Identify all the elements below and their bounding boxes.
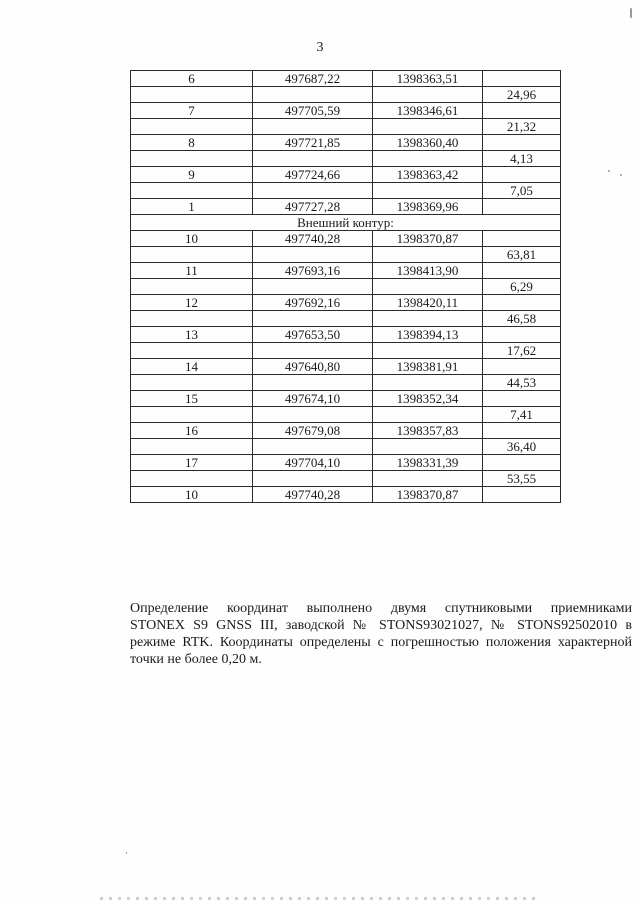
- x-coordinate-cell: 497704,10: [253, 455, 373, 471]
- coordinates-table-body: [131, 71, 561, 503]
- empty-cell: [483, 103, 561, 119]
- empty-cell: [253, 247, 373, 263]
- empty-cell: [253, 343, 373, 359]
- empty-cell: [483, 327, 561, 343]
- segment-length-row: [131, 407, 561, 423]
- x-coordinate-cell: 497653,50: [253, 327, 373, 343]
- scan-speck: [630, 8, 632, 18]
- empty-cell: [483, 487, 561, 503]
- empty-cell: [253, 183, 373, 199]
- empty-cell: [373, 407, 483, 423]
- empty-cell: [373, 247, 483, 263]
- empty-cell: [131, 151, 253, 167]
- empty-cell: [483, 391, 561, 407]
- point-number-cell: 10: [131, 231, 253, 247]
- empty-cell: [373, 439, 483, 455]
- empty-cell: [253, 151, 373, 167]
- x-coordinate-cell: 497740,28: [253, 487, 373, 503]
- y-coordinate-cell: 1398363,42: [373, 167, 483, 183]
- point-number-cell: 14: [131, 359, 253, 375]
- y-coordinate-cell: 1398369,96: [373, 199, 483, 215]
- segment-length-cell: 4,13: [483, 151, 561, 167]
- point-number-cell: 15: [131, 391, 253, 407]
- point-number-cell: 12: [131, 295, 253, 311]
- paragraph-line: STONEX S9 GNSS III, заводской № STONS93021027, № STONS92502010 в: [130, 618, 632, 633]
- x-coordinate-cell: 497727,28: [253, 199, 373, 215]
- point-row: [131, 135, 561, 151]
- point-row: [131, 487, 561, 503]
- point-row: [131, 263, 561, 279]
- point-number-cell: 13: [131, 327, 253, 343]
- point-row: [131, 455, 561, 471]
- empty-cell: [373, 343, 483, 359]
- x-coordinate-cell: 497705,59: [253, 103, 373, 119]
- empty-cell: [483, 295, 561, 311]
- segment-length-cell: 7,05: [483, 183, 561, 199]
- empty-cell: [483, 359, 561, 375]
- segment-length-cell: 24,96: [483, 87, 561, 103]
- segment-length-row: [131, 311, 561, 327]
- segment-length-cell: 6,29: [483, 279, 561, 295]
- empty-cell: [373, 311, 483, 327]
- x-coordinate-cell: 497724,66: [253, 167, 373, 183]
- point-number-cell: 8: [131, 135, 253, 151]
- point-row: [131, 71, 561, 87]
- y-coordinate-cell: 1398370,87: [373, 231, 483, 247]
- empty-cell: [253, 471, 373, 487]
- paragraph-line: Определение координат выполнено двумя спутниковыми приемниками: [130, 601, 632, 616]
- empty-cell: [131, 247, 253, 263]
- empty-cell: [483, 455, 561, 471]
- empty-cell: [253, 87, 373, 103]
- empty-cell: [131, 87, 253, 103]
- segment-length-cell: 63,81: [483, 247, 561, 263]
- empty-cell: [483, 231, 561, 247]
- empty-cell: [131, 471, 253, 487]
- empty-cell: [253, 119, 373, 135]
- empty-cell: [131, 119, 253, 135]
- y-coordinate-cell: 1398413,90: [373, 263, 483, 279]
- y-coordinate-cell: 1398420,11: [373, 295, 483, 311]
- segment-length-row: [131, 375, 561, 391]
- y-coordinate-cell: 1398394,13: [373, 327, 483, 343]
- point-row: [131, 391, 561, 407]
- scan-speck: [620, 174, 622, 176]
- point-row: [131, 103, 561, 119]
- segment-length-cell: 53,55: [483, 471, 561, 487]
- coordinates-table: [130, 70, 561, 503]
- segment-length-row: [131, 151, 561, 167]
- scan-edge-noise: [100, 897, 540, 900]
- segment-length-cell: 7,41: [483, 407, 561, 423]
- segment-length-row: [131, 279, 561, 295]
- segment-length-row: [131, 439, 561, 455]
- empty-cell: [131, 439, 253, 455]
- point-row: [131, 359, 561, 375]
- empty-cell: [483, 263, 561, 279]
- segment-length-cell: 17,62: [483, 343, 561, 359]
- empty-cell: [483, 135, 561, 151]
- empty-cell: [131, 311, 253, 327]
- point-row: [131, 423, 561, 439]
- scan-speck: [608, 170, 610, 172]
- x-coordinate-cell: 497687,22: [253, 71, 373, 87]
- point-number-cell: 17: [131, 455, 253, 471]
- empty-cell: [483, 71, 561, 87]
- empty-cell: [483, 423, 561, 439]
- point-number-cell: 9: [131, 167, 253, 183]
- segment-length-cell: 44,53: [483, 375, 561, 391]
- point-number-cell: 6: [131, 71, 253, 87]
- segment-length-row: [131, 471, 561, 487]
- empty-cell: [373, 151, 483, 167]
- segment-length-row: [131, 119, 561, 135]
- empty-cell: [253, 407, 373, 423]
- empty-cell: [131, 183, 253, 199]
- segment-length-cell: 36,40: [483, 439, 561, 455]
- point-row: [131, 167, 561, 183]
- empty-cell: [253, 279, 373, 295]
- x-coordinate-cell: 497692,16: [253, 295, 373, 311]
- x-coordinate-cell: 497674,10: [253, 391, 373, 407]
- empty-cell: [483, 167, 561, 183]
- empty-cell: [131, 407, 253, 423]
- empty-cell: [131, 279, 253, 295]
- y-coordinate-cell: 1398357,83: [373, 423, 483, 439]
- x-coordinate-cell: 497740,28: [253, 231, 373, 247]
- point-number-cell: 1: [131, 199, 253, 215]
- y-coordinate-cell: 1398360,40: [373, 135, 483, 151]
- scan-speck: [126, 852, 127, 854]
- empty-cell: [253, 311, 373, 327]
- x-coordinate-cell: 497693,16: [253, 263, 373, 279]
- segment-length-row: [131, 183, 561, 199]
- empty-cell: [131, 375, 253, 391]
- point-number-cell: 10: [131, 487, 253, 503]
- y-coordinate-cell: 1398363,51: [373, 71, 483, 87]
- segment-length-row: [131, 247, 561, 263]
- x-coordinate-cell: 497640,80: [253, 359, 373, 375]
- empty-cell: [483, 199, 561, 215]
- empty-cell: [373, 471, 483, 487]
- y-coordinate-cell: 1398331,39: [373, 455, 483, 471]
- page-number: 3: [316, 40, 324, 55]
- point-row: [131, 295, 561, 311]
- empty-cell: [373, 87, 483, 103]
- x-coordinate-cell: 497679,08: [253, 423, 373, 439]
- point-number-cell: 11: [131, 263, 253, 279]
- point-row: [131, 231, 561, 247]
- segment-length-cell: 21,32: [483, 119, 561, 135]
- y-coordinate-cell: 1398381,91: [373, 359, 483, 375]
- point-number-cell: 7: [131, 103, 253, 119]
- y-coordinate-cell: 1398370,87: [373, 487, 483, 503]
- empty-cell: [373, 375, 483, 391]
- segment-length-row: [131, 87, 561, 103]
- point-number-cell: 16: [131, 423, 253, 439]
- empty-cell: [131, 343, 253, 359]
- empty-cell: [373, 119, 483, 135]
- segment-length-cell: 46,58: [483, 311, 561, 327]
- x-coordinate-cell: 497721,85: [253, 135, 373, 151]
- y-coordinate-cell: 1398346,61: [373, 103, 483, 119]
- point-row: [131, 327, 561, 343]
- empty-cell: [253, 439, 373, 455]
- section-header-row: [131, 215, 561, 231]
- paragraph-line: точки не более 0,20 м.: [130, 652, 262, 667]
- paragraph-line: режиме RTK. Координаты определены с погрешностью положения характерной: [130, 635, 632, 650]
- section-label: Внешний контур:: [131, 215, 561, 231]
- point-row: [131, 199, 561, 215]
- empty-cell: [253, 375, 373, 391]
- survey-method-paragraph: [130, 600, 632, 668]
- segment-length-row: [131, 343, 561, 359]
- empty-cell: [373, 279, 483, 295]
- y-coordinate-cell: 1398352,34: [373, 391, 483, 407]
- empty-cell: [373, 183, 483, 199]
